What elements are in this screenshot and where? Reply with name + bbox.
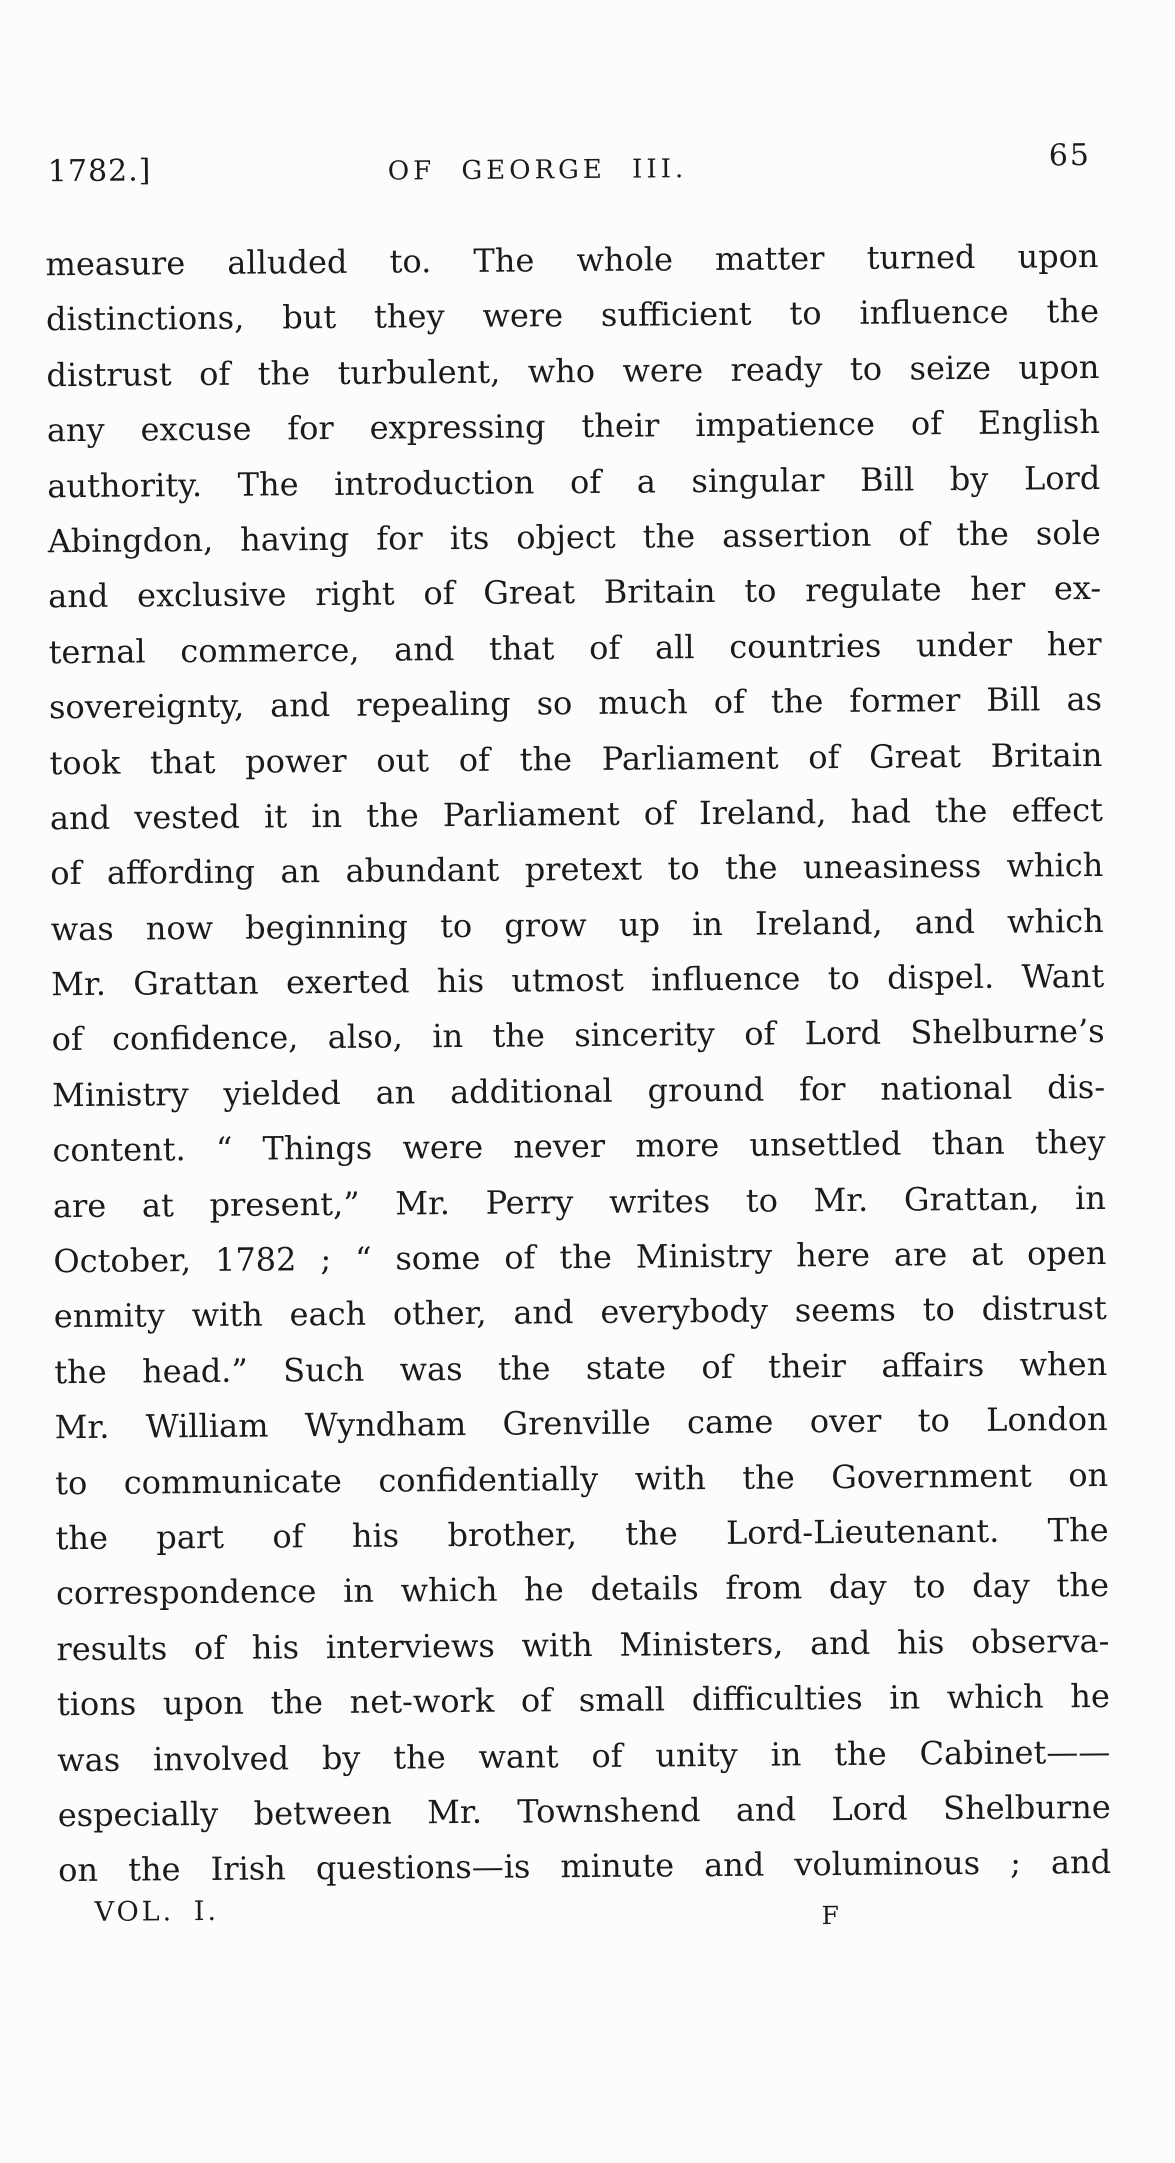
text-line: content. “ Things were never more unsettled than they xyxy=(52,1123,1106,1170)
text-line: the part of his brother, the Lord-Lieutenant. The xyxy=(55,1510,1109,1558)
text-line: any excuse for expressing their impatience of English xyxy=(46,403,1100,450)
text-line: Abingdon, having for its object the assertion of the sole xyxy=(47,513,1101,561)
text-line: and exclusive right of Great Britain to regulate her ex- xyxy=(48,569,1102,616)
text-line: of confidence, also, in the sincerity of Lord Shelburne’s xyxy=(51,1012,1105,1059)
text-line: October, 1782 ; “ some of the Ministry here are at open xyxy=(53,1233,1107,1281)
text-line: tions upon the net-work of small difficulties in which he xyxy=(56,1677,1110,1724)
body-text-block xyxy=(45,229,1111,1899)
text-line: was now beginning to grow up in Ireland, and which xyxy=(50,901,1104,948)
header-running-title: OF GEORGE III. xyxy=(387,154,688,187)
footer-volume-label: VOL. I. xyxy=(94,1895,220,1928)
text-line: of affording an abundant pretext to the uneasiness which xyxy=(50,846,1104,893)
text-line: to communicate confidentially with the Government on xyxy=(54,1455,1109,1502)
text-line: was involved by the want of unity in the Cabinet—— xyxy=(57,1732,1111,1779)
text-line: Ministry yielded an additional ground for national dis- xyxy=(51,1067,1106,1115)
text-line: distrust of the turbulent, who were ready to seize upon xyxy=(46,347,1100,395)
text-line: are at present,” Mr. Perry writes to Mr. Grattan, in xyxy=(52,1178,1107,1225)
text-line: enmity with each other, and everybody seems to distrust xyxy=(53,1289,1107,1336)
text-line: distinctions, but they were sufficient to influence the xyxy=(45,292,1100,339)
text-line: sovereignty, and repealing so much of the former Bill as xyxy=(48,680,1103,727)
text-line: Mr. William Wyndham Grenville came over to London xyxy=(54,1400,1108,1447)
header-page-number: 65 xyxy=(1048,138,1092,174)
text-line: on the Irish questions—is minute and voluminous ; and xyxy=(58,1843,1112,1890)
text-line: Mr. Grattan exerted his utmost influence to dispel. Want xyxy=(51,957,1105,1004)
text-line: results of his interviews with Ministers, and his observa- xyxy=(56,1621,1110,1668)
text-line: ternal commerce, and that of all countries under her xyxy=(48,624,1102,671)
header-year-label: 1782.] xyxy=(47,153,152,190)
text-line: took that power out of the Parliament of Great Britain xyxy=(49,735,1103,782)
text-line: correspondence in which he details from day to day the xyxy=(55,1566,1110,1613)
text-line: and vested it in the Parliament of Ireland, had the effect xyxy=(49,790,1104,838)
text-line: especially between Mr. Townshend and Lord Shelburne xyxy=(57,1787,1111,1835)
text-line: measure alluded to. The whole matter turned upon xyxy=(45,236,1099,284)
text-line: authority. The introduction of a singular Bill by Lord xyxy=(47,458,1101,505)
footer-signature-mark: F xyxy=(821,1901,840,1931)
text-line: the head.” Such was the state of their affairs when xyxy=(54,1344,1108,1392)
